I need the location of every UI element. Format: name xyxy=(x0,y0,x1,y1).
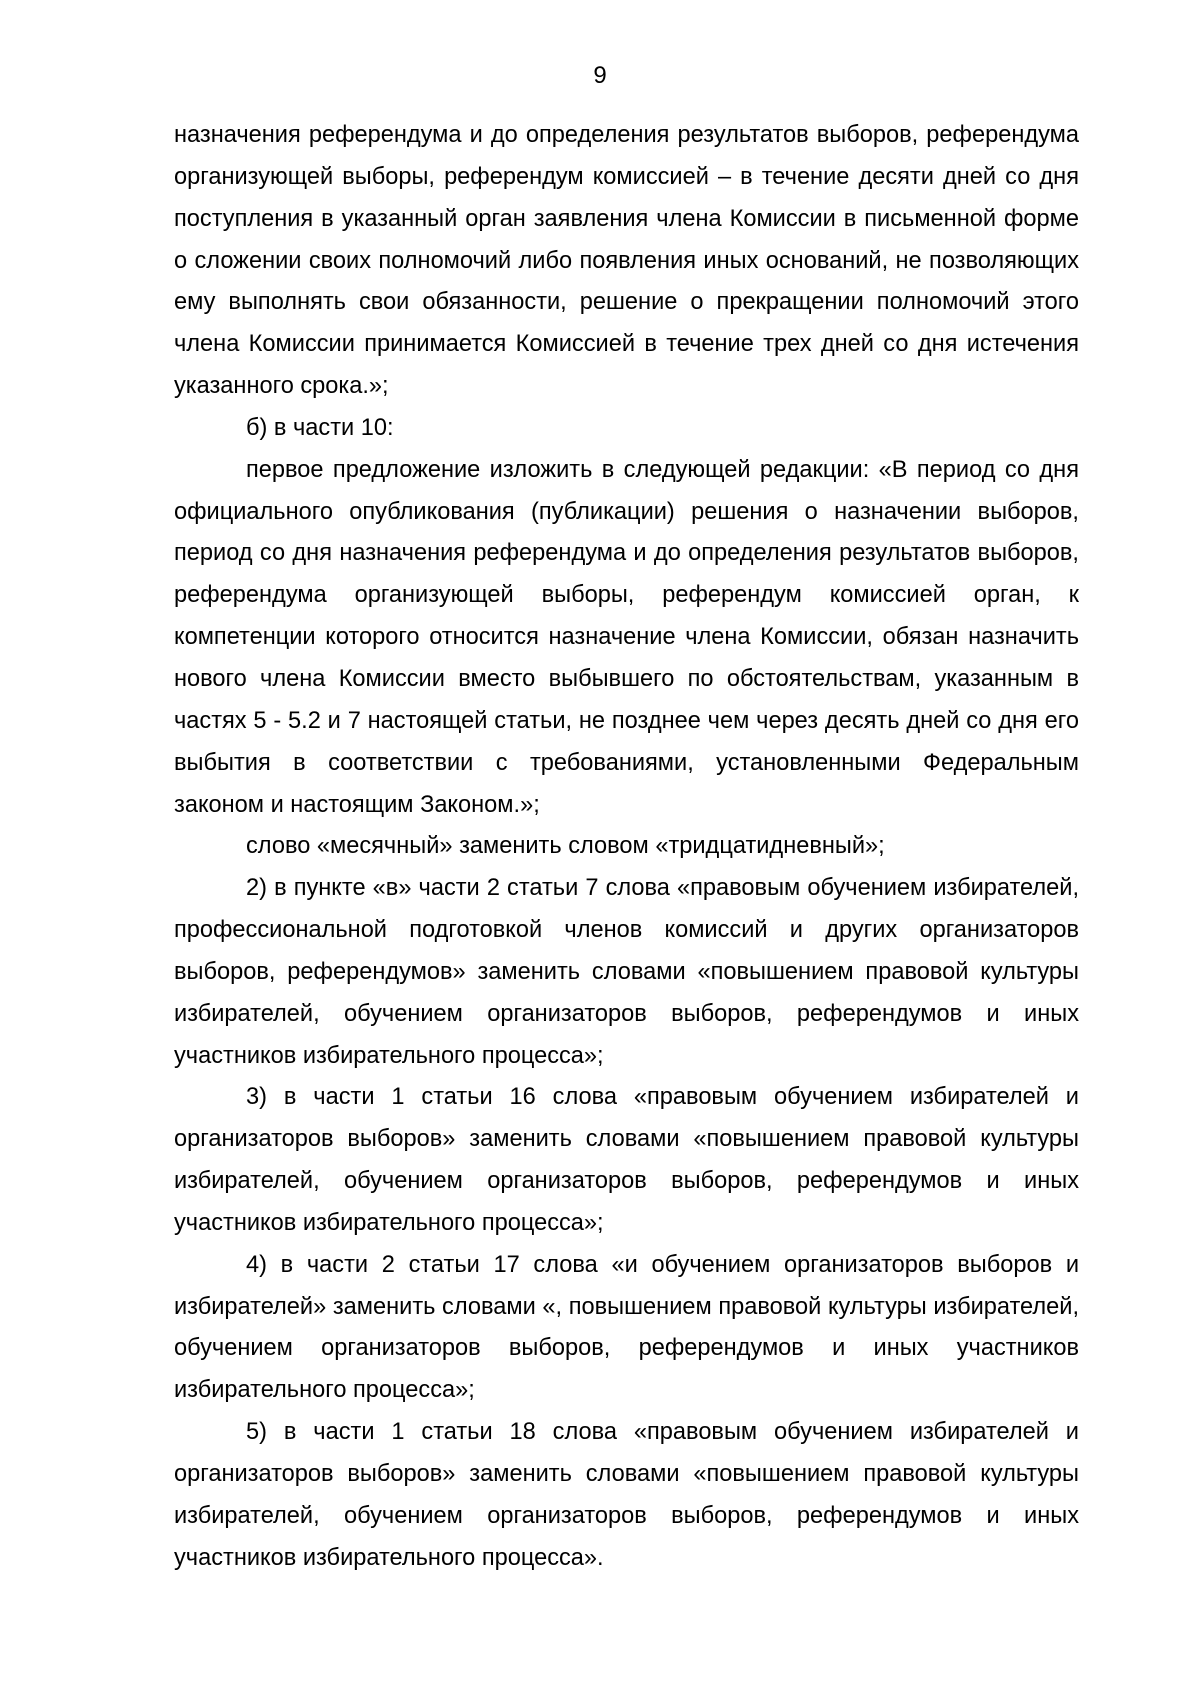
document-body xyxy=(174,115,1079,1580)
paragraph-continuation: назначения референдума и до определения результатов выборов, референдума организующей выборы, референдум комиссией – в течение десяти дней со дня поступления в указанный орган заявления члена Комиссии в письменной форме о сложении своих полномочий либо появления иных оснований, не позволяющих ему выполнять свои обязанности, решение о прекращении полномочий этого члена Комиссии принимается Комиссией в течение трех дней со дня истечения указанного срока.»; xyxy=(174,122,1079,400)
paragraph-item-3: 3) в части 1 статьи 16 слова «правовым обучением избирателей и организаторов выборов» заменить словами «повышением правовой культуры избирателей, обучением организаторов выборов, референдумов и иных участников избирательного процесса»; xyxy=(174,1084,1079,1236)
paragraph-subitem-b: б) в части 10: xyxy=(246,414,394,441)
paragraph-item-4: 4) в части 2 статьи 17 слова «и обучением организаторов выборов и избирателей» заменить словами «, повышением правовой культуры избирателей, обучением организаторов выборов, референдумов и иных участников избирательного процесса»; xyxy=(174,1251,1079,1404)
paragraph-first-sentence-amendment: первое предложение изложить в следующей редакции: «В период со дня официального опубликования (публикации) решения о назначении выборов, период со дня назначения референдума и до определения результатов выборов, референдума организующей выборы, референдум комиссией орган, к компетенции которого относится назначение члена Комиссии, обязан назначить нового члена Комиссии вместо выбывшего по обстоятельствам, указанным в частях 5 - 5.2 и 7 настоящей статьи, не позднее чем через десять дней со дня его выбытия в соответствии с требованиями, установленными Федеральным законом и настоящим Законом.»; xyxy=(174,456,1079,818)
paragraph-item-5: 5) в части 1 статьи 18 слова «правовым обучением избирателей и организаторов выборов» заменить словами «повышением правовой культуры избирателей, обучением организаторов выборов, референдумов и иных участников избирательного процесса». xyxy=(174,1419,1079,1571)
page-number: 9 xyxy=(593,62,607,89)
paragraph-item-2: 2) в пункте «в» части 2 статьи 7 слова «правовым обучением избирателей, профессиональной подготовкой членов комиссий и других организаторов выборов, референдумов» заменить словами «повышением правовой культуры избирателей, обучением организаторов выборов, референдумов и иных участников избирательного процесса»; xyxy=(174,875,1079,1069)
paragraph-word-replacement: слово «месячный» заменить словом «тридцатидневный»; xyxy=(246,833,885,860)
